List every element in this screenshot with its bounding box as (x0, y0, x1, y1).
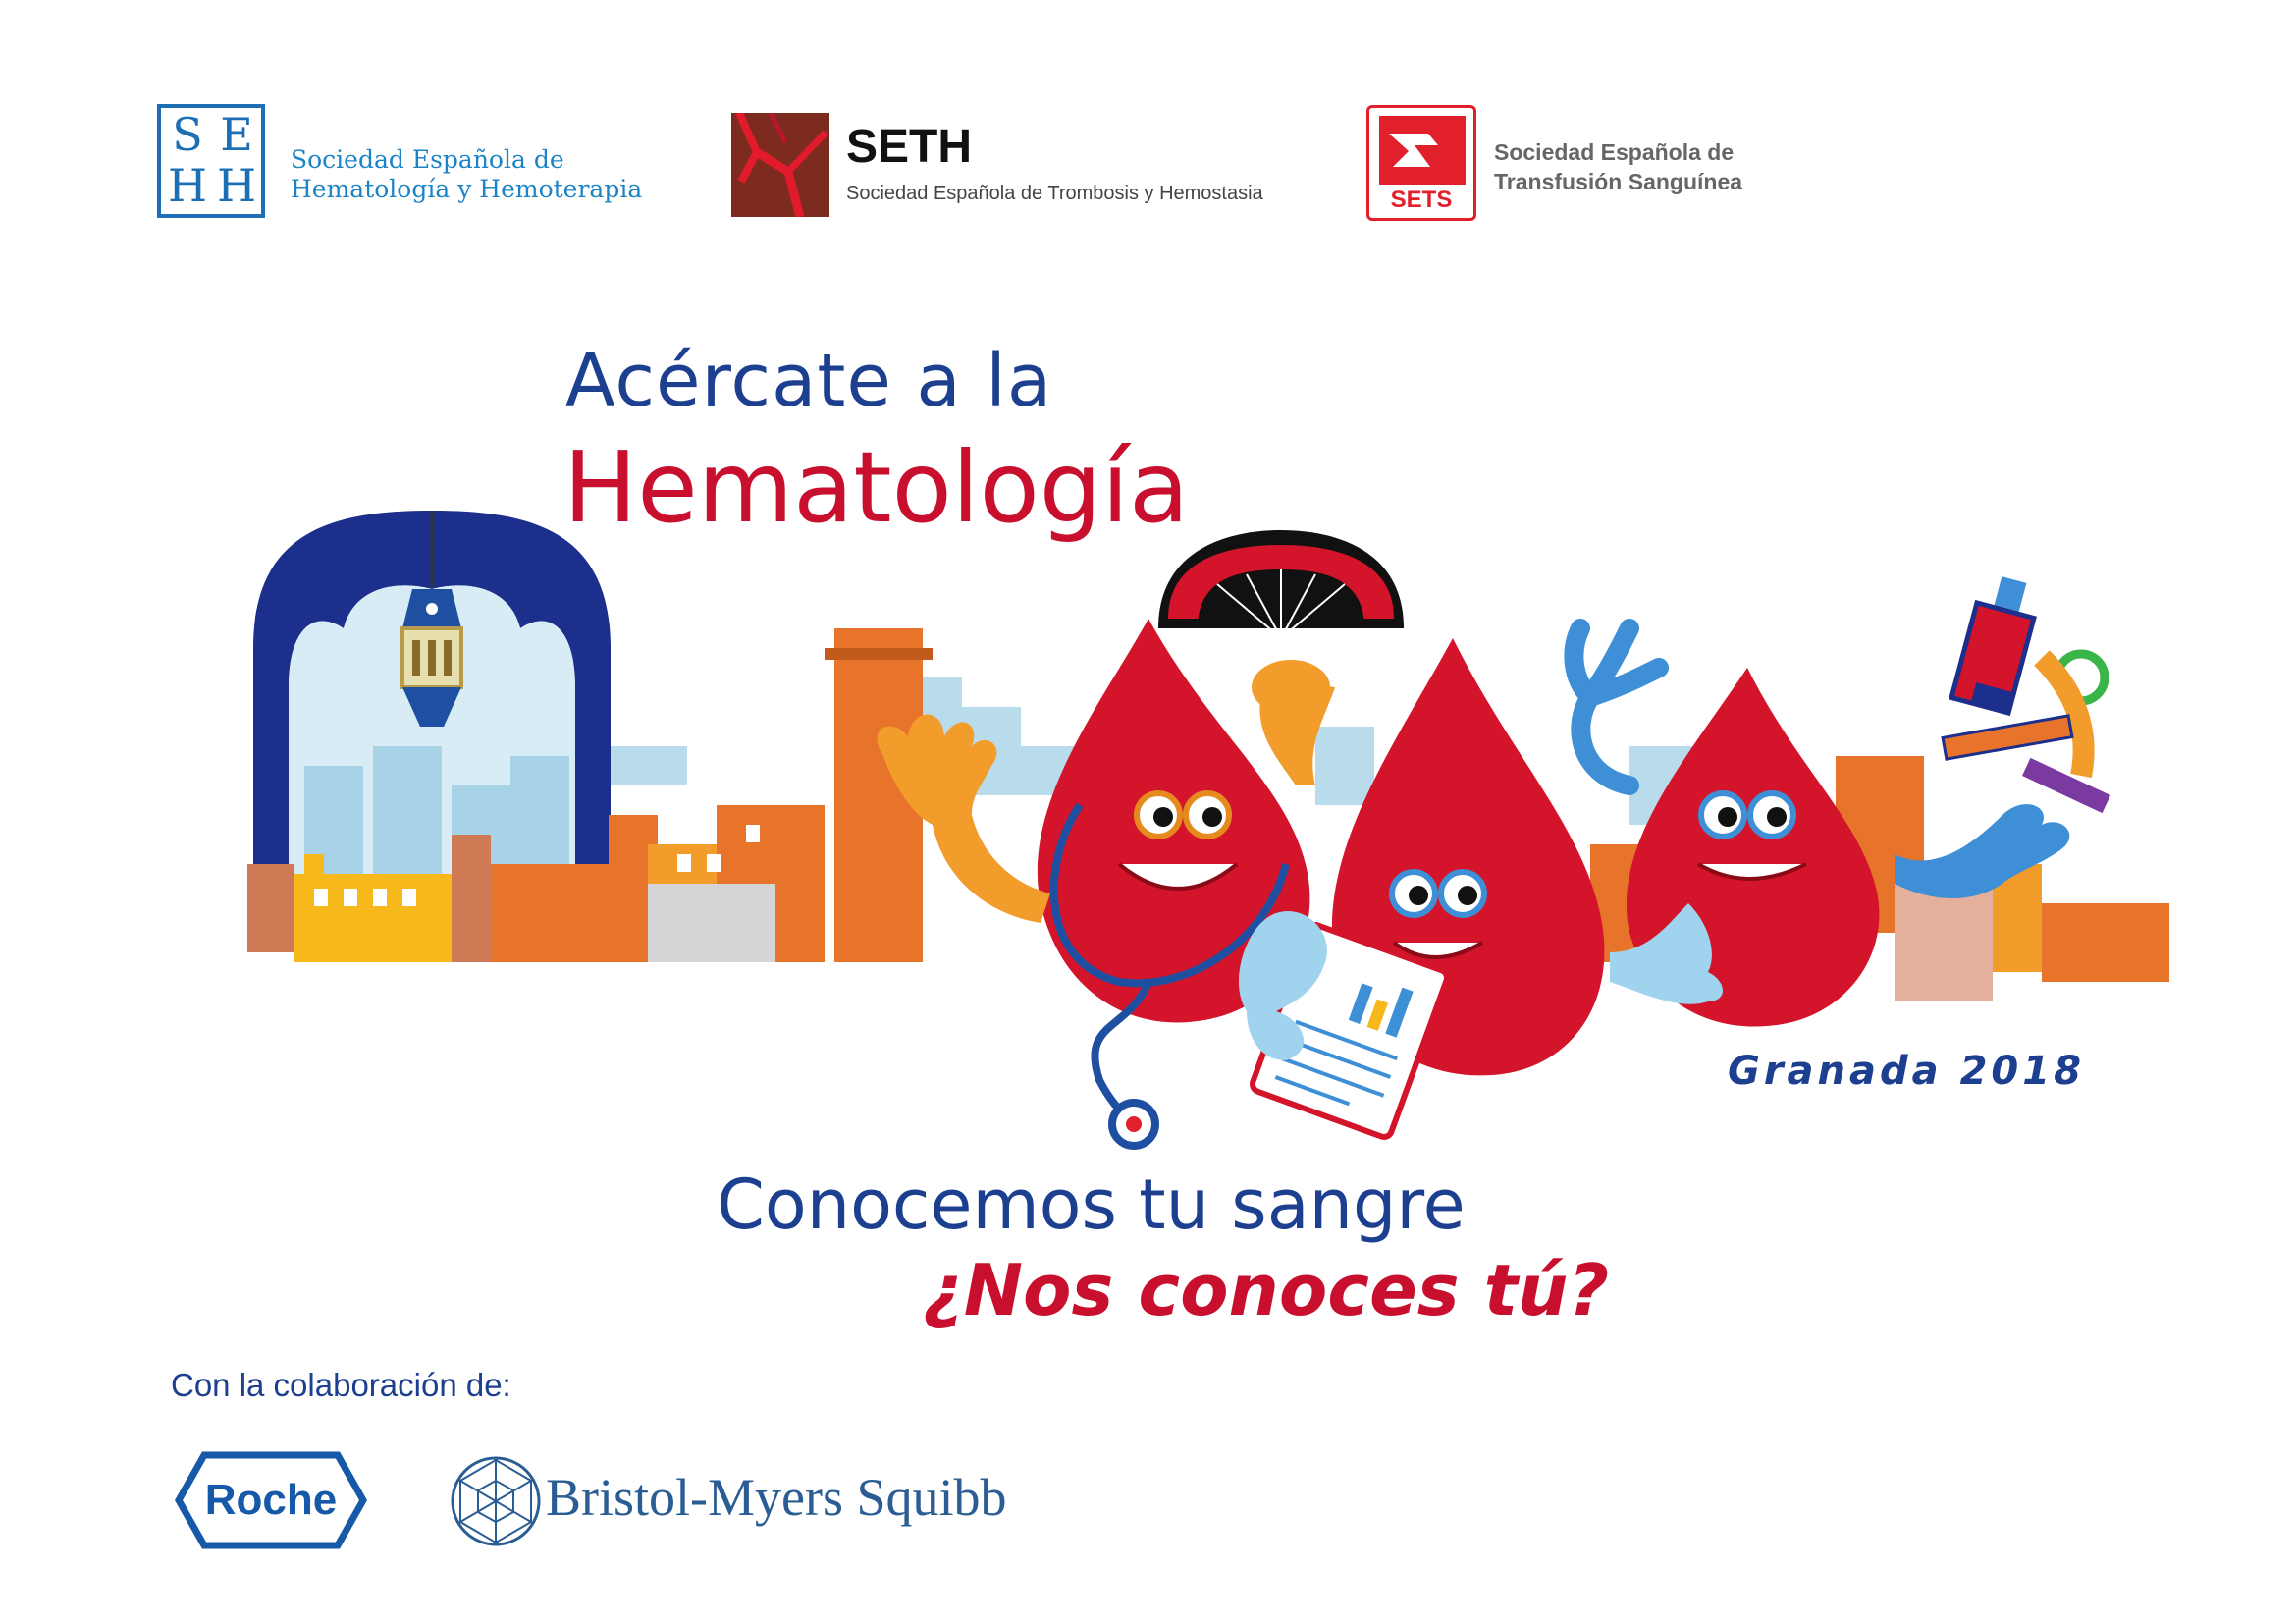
sehh-letter: H (167, 159, 208, 212)
sets-name-line2: Transfusión Sanguínea (1494, 169, 1743, 194)
microscope-icon (1943, 576, 2110, 813)
location-label: Granada 2018 (1728, 1049, 2085, 1094)
sets-acronym: SETS (1390, 187, 1453, 213)
sehh-name (291, 145, 642, 204)
sehh-letter: S (172, 108, 203, 161)
roche-wordmark: Roche (204, 1476, 338, 1524)
sehh-letter: H (216, 159, 257, 212)
sets-name-line1: Sociedad Española de (1494, 139, 1735, 165)
slogan-line1: Conocemos tu sangre (717, 1164, 1466, 1245)
roche-logo (175, 1451, 367, 1549)
seth-logo-mark (731, 113, 829, 217)
hand-fan-icon (1158, 530, 1404, 638)
slogan-line2: ¿Nos conoces tú? (923, 1249, 1610, 1331)
sehh-logo (157, 104, 265, 218)
seth-acronym: SETH (846, 121, 973, 173)
sehh-name-line1: Sociedad Española de (291, 145, 564, 174)
title-line2: Hematología (563, 430, 1190, 545)
seth-name: Sociedad Española de Trombosis y Hemostasia (846, 183, 1263, 204)
sets-name (1494, 137, 1742, 196)
sehh-name-line2: Hematología y Hemoterapia (291, 175, 643, 203)
title-line1: Acércate a la (565, 339, 1053, 423)
sehh-letter: E (220, 108, 253, 161)
collaboration-label: Con la colaboración de: (171, 1367, 511, 1403)
sets-drop-icon (1379, 116, 1466, 185)
sets-logo (1366, 105, 1476, 221)
bms-emblem-icon (450, 1455, 542, 1547)
bms-wordmark: Bristol-Myers Squibb (546, 1468, 1007, 1527)
